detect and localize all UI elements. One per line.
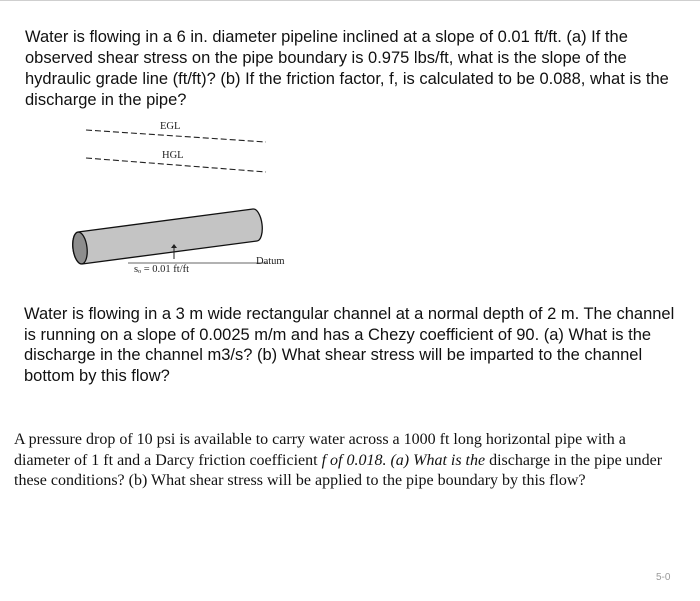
- egl-label: EGL: [160, 121, 181, 132]
- question-1-text: Water is flowing in a 6 in. diameter pipeline inclined at a slope of 0.01 ft/ft. (a) If the observed shear stress on the pipe boundary is 0.975 lbs/ft, what is the slope of the hydraulic grade line (ft/ft)? (b) If the friction factor, f, is calculated to be 0.088, what is the discharge in the pipe?: [25, 28, 669, 109]
- question-3-part-1: A pressure drop of 10 psi is available to carry water across a 1000 ft long horizontal pipe with a diameter of 1 ft and a Darcy friction coefficient: [14, 431, 626, 469]
- pipe-diagram: [78, 118, 293, 283]
- question-3-part-3: discharge in the pipe under these conditions? (b) What shear stress will be applied to the pipe boundary by this flow?: [14, 451, 663, 489]
- question-3-text: [14, 430, 684, 492]
- question-2-text: Water is flowing in a 3 m wide rectangular channel at a normal depth of 2 m. The channel is running on a slope of 0.0025 m/m and has a Chezy coefficient of 90. (a) What is the discharge in the channel m3/s? (b) What shear stress will be imparted to the channel bottom by this flow?: [24, 305, 675, 385]
- question-3-part-2: f of 0.018. (a) What is the: [321, 451, 486, 469]
- top-divider: [0, 0, 700, 1]
- datum-label: Datum: [256, 256, 285, 267]
- pipe-body: [73, 209, 263, 264]
- page-number: 5-0: [656, 572, 671, 583]
- slope-label: sₒ = 0.01 ft/ft: [134, 264, 190, 275]
- hgl-label: HGL: [162, 150, 184, 161]
